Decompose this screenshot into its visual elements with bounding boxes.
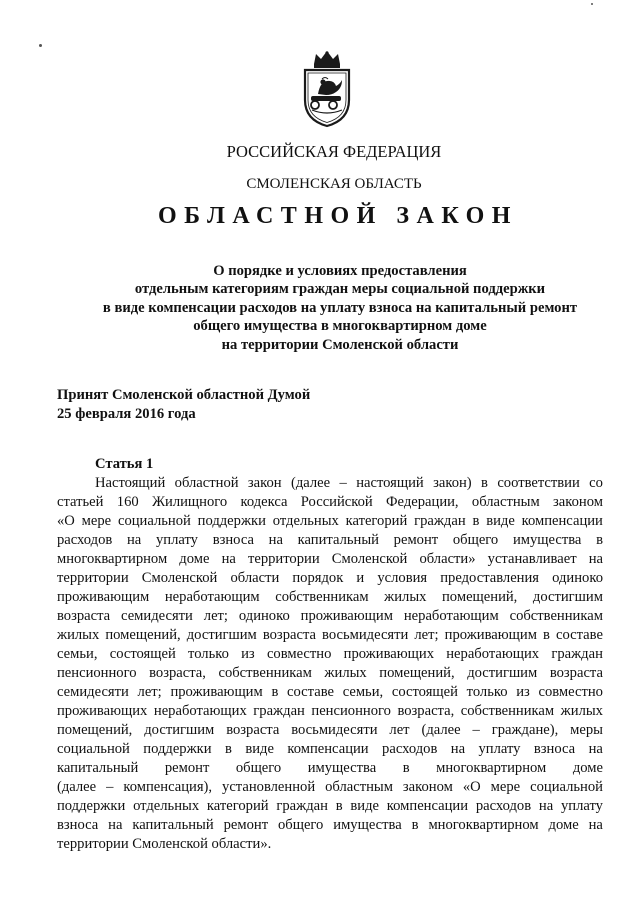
article-word: на	[450, 741, 466, 757]
article-text-line	[57, 645, 603, 664]
article-word: законом	[402, 779, 453, 795]
article-word: компенсации	[521, 513, 603, 529]
article-word: –	[339, 475, 347, 491]
article-text-line	[57, 550, 603, 569]
article-word: закон	[247, 475, 282, 491]
article-word: возраста	[262, 627, 316, 643]
article-word: лет;	[414, 627, 439, 643]
article-word: доме	[548, 817, 579, 833]
federation-heading: РОССИЙСКАЯ ФЕДЕРАЦИЯ	[226, 142, 442, 161]
article-word: общего	[235, 760, 282, 776]
article-word: 160	[116, 494, 139, 510]
article-word: неработающим	[403, 608, 499, 624]
article-word: имущества	[512, 532, 582, 548]
article-word: жилых	[57, 627, 100, 643]
article-word: возраста	[549, 665, 603, 681]
article-word: и	[356, 570, 365, 586]
article-word: области»	[419, 551, 476, 567]
article-word: Российской	[300, 494, 373, 510]
article-text-line	[57, 512, 603, 531]
adoption-body: Принят Смоленской областной Думой	[57, 387, 311, 403]
article-word: –	[106, 779, 114, 795]
article-word: условия	[377, 570, 428, 586]
article-word: Настоящий	[95, 475, 166, 491]
law-title	[40, 262, 640, 354]
article-word: проживающих	[343, 646, 434, 662]
article-text-line	[57, 721, 603, 740]
article-word: территории	[247, 551, 320, 567]
article-word: лет;	[137, 684, 162, 700]
article-word: помещений,	[442, 589, 518, 605]
article-word: возраста,	[149, 665, 206, 681]
article-word: виде	[350, 798, 379, 814]
article-word: меры	[570, 722, 603, 738]
article-text-line	[57, 816, 603, 835]
article-word: «О	[57, 513, 75, 529]
article-word: совместно	[538, 684, 603, 700]
article-word: собственникам	[509, 608, 603, 624]
article-word: категорий	[206, 798, 269, 814]
article-word: проживающим	[444, 627, 537, 643]
article-word: компенсация),	[123, 779, 213, 795]
article-word: на	[588, 817, 603, 833]
article-text-line	[57, 626, 603, 645]
article-text-line	[57, 797, 603, 816]
article-word: пенсионного	[57, 665, 137, 681]
law-title-line: отдельным категориям граждан меры социальной поддержки	[134, 281, 546, 298]
article-word: соответствии	[497, 475, 580, 491]
article-text-line	[57, 702, 603, 721]
article-text-line	[57, 683, 603, 702]
article-word: составе	[555, 627, 603, 643]
article-word: взноса	[212, 532, 254, 548]
article-word: лет;	[203, 608, 228, 624]
article-text-line	[57, 531, 603, 550]
article-word: территории Смоленской области».	[57, 836, 272, 852]
article-word: семидесяти	[121, 608, 193, 624]
article-word: в	[411, 817, 419, 833]
article-word: жилых	[324, 665, 367, 681]
law-title-line: в виде компенсации расходов на уплату взноса на капитальный ремонт	[102, 299, 578, 316]
article-word: многоквартирном	[428, 817, 539, 833]
article-word: граждан	[551, 646, 603, 662]
article-word: (далее	[421, 722, 461, 738]
article-word: собственникам	[218, 665, 312, 681]
article-word: из	[241, 646, 255, 662]
article-text-line	[57, 588, 603, 607]
article-word: кодекса	[240, 494, 288, 510]
article-word: расходов	[57, 532, 113, 548]
adoption-date: 25 февраля 2016 года	[57, 405, 196, 422]
article-word: помещений,	[105, 627, 181, 643]
article-word: социальной	[530, 779, 603, 795]
article-word: в	[596, 532, 603, 548]
article-word: проживающим	[170, 684, 263, 700]
article-word: доме	[179, 551, 210, 567]
article-word: (далее	[291, 475, 331, 491]
article-word: общего	[278, 817, 324, 833]
article-word: общего	[452, 532, 499, 548]
article-word: расходов	[382, 741, 438, 757]
article-word: области	[230, 570, 280, 586]
article-word: расходов	[475, 798, 532, 814]
article-word: помещений,	[57, 722, 133, 738]
article-word: порядок	[292, 570, 344, 586]
article-word: пенсионного	[311, 703, 391, 719]
article-word: в	[472, 513, 480, 529]
article-word: помещений,	[379, 665, 455, 681]
article-word: –	[472, 722, 480, 738]
smolensk-coat-of-arms-icon	[298, 50, 356, 128]
article-word: капитальный	[132, 817, 214, 833]
article-text-line	[57, 607, 603, 626]
article-word: восьмидесяти	[291, 722, 378, 738]
article-word: из	[516, 684, 530, 700]
article-body	[57, 474, 603, 854]
article-word: возраста	[226, 722, 280, 738]
article-word: на	[538, 798, 554, 814]
article-word: областной	[174, 475, 239, 491]
region-heading: СМОЛЕНСКАЯ ОБЛАСТЬ	[246, 176, 422, 192]
article-word: взноса	[57, 817, 99, 833]
article-word: имущества	[333, 817, 402, 833]
article-word: отдельных	[272, 513, 339, 529]
article-word: взноса	[533, 741, 576, 757]
article-word: граждан	[276, 798, 328, 814]
article-word: ремонт	[393, 532, 439, 548]
article-text-line	[57, 474, 603, 493]
article-word: поддержки	[143, 741, 212, 757]
article-word: в	[225, 741, 232, 757]
document-type-heading: ОБЛАСТНОЙ ЗАКОН	[158, 203, 518, 229]
article-word: областным	[325, 779, 393, 795]
article-word: отдельных	[133, 798, 200, 814]
article-word: капитальный	[297, 532, 379, 548]
article-word: на	[221, 551, 236, 567]
article-word: категорий	[345, 513, 408, 529]
article-word: граждан	[414, 513, 466, 529]
article-word: одиноко	[552, 570, 603, 586]
scan-speck	[39, 44, 42, 47]
article-text-line	[57, 778, 603, 797]
article-word: состоящей	[391, 684, 458, 700]
article-word: составе	[287, 684, 334, 700]
article-word: «О	[462, 779, 481, 795]
article-word: восьмидесяти	[322, 627, 409, 643]
law-title-line: на территории Смоленской области	[221, 336, 459, 353]
scan-speck	[591, 3, 593, 5]
article-text-line	[57, 835, 603, 854]
article-word: социальной	[57, 741, 130, 757]
article-text-line	[57, 569, 603, 588]
article-word: социальной	[117, 513, 191, 529]
article-word: виде	[486, 513, 515, 529]
article-word: поддержки	[57, 798, 126, 814]
article-word: граждане),	[491, 722, 559, 738]
article-word: проживающих	[57, 703, 148, 719]
article-word: в	[481, 475, 488, 491]
article-word: только	[188, 646, 229, 662]
article-word: уплату	[478, 741, 521, 757]
article-word: только	[466, 684, 508, 700]
article-word: имущества	[307, 760, 377, 776]
article-word: достигшим	[144, 722, 215, 738]
article-word: возраста,	[397, 703, 455, 719]
article-word: устанавливает	[487, 551, 577, 567]
article-word: семидесяти	[57, 684, 129, 700]
article-word: граждан	[253, 703, 305, 719]
article-word: многоквартирном	[57, 551, 168, 567]
article-text-line	[57, 664, 603, 683]
article-word: состоящей	[109, 646, 176, 662]
article-word: Смоленской	[141, 570, 218, 586]
law-title-line: О порядке и условиях предоставления	[213, 263, 467, 279]
article-word: (далее	[57, 779, 97, 795]
article-word: ремонт	[223, 817, 269, 833]
article-word: законом	[553, 494, 603, 510]
article-word: на	[108, 817, 123, 833]
article-word: со	[589, 475, 603, 491]
article-heading: Статья 1	[95, 456, 154, 472]
article-word: уплату	[560, 798, 603, 814]
article-word: предоставления	[440, 570, 540, 586]
article-word: собственникам	[275, 589, 369, 605]
article-word: возраста	[57, 608, 111, 624]
article-word: в	[271, 684, 279, 700]
article-word: проживающим	[300, 608, 393, 624]
article-text-line	[57, 740, 603, 759]
article-word: достигшим	[186, 627, 257, 643]
article-word: лет	[389, 722, 410, 738]
article-text-line	[57, 493, 603, 512]
article-word: поддержки	[197, 513, 266, 529]
article-word: жилых	[384, 589, 427, 605]
article-word: Жилищного	[151, 494, 228, 510]
article-word: виде	[245, 741, 274, 757]
article-word: достигшим	[467, 665, 538, 681]
article-word: неработающим	[164, 589, 260, 605]
article-word: уплату	[156, 532, 198, 548]
article-word: многоквартирном	[436, 760, 547, 776]
article-word: неработающих	[153, 703, 247, 719]
article-word: капитальный	[57, 760, 139, 776]
article-word: на	[127, 532, 142, 548]
article-word: достигшим	[532, 589, 603, 605]
article-word: проживающим	[57, 589, 150, 605]
adoption-note	[57, 386, 310, 423]
article-word: в	[402, 760, 410, 776]
article-word: доме	[572, 760, 603, 776]
article-word: неработающих	[446, 646, 540, 662]
article-word: семьи,	[342, 684, 384, 700]
article-word: семьи,	[57, 646, 98, 662]
article-word: в	[543, 627, 550, 643]
article-text-line	[57, 759, 603, 778]
article-word: установленной	[222, 779, 316, 795]
article-word: закон)	[433, 475, 472, 491]
article-word: Федерации,	[386, 494, 459, 510]
article-word: мере	[490, 779, 521, 795]
article-word: Смоленской	[331, 551, 408, 567]
article-word: на	[588, 551, 603, 567]
article-word: статьей	[57, 494, 104, 510]
article-word: территории	[57, 570, 129, 586]
article-word: компенсации	[386, 798, 469, 814]
article-word: совместно	[266, 646, 332, 662]
article-word: мере	[81, 513, 112, 529]
article-word: в	[335, 798, 343, 814]
article-word: ремонт	[164, 760, 210, 776]
article-word: настоящий	[356, 475, 424, 491]
article-word: одиноко	[238, 608, 290, 624]
article-word: на	[588, 741, 603, 757]
article-word: областным	[471, 494, 540, 510]
article-word: компенсации	[287, 741, 369, 757]
law-title-line: общего имущества в многоквартирном доме	[193, 318, 487, 335]
article-word: собственникам	[460, 703, 555, 719]
article-word: на	[268, 532, 283, 548]
article-word: жилых	[560, 703, 603, 719]
